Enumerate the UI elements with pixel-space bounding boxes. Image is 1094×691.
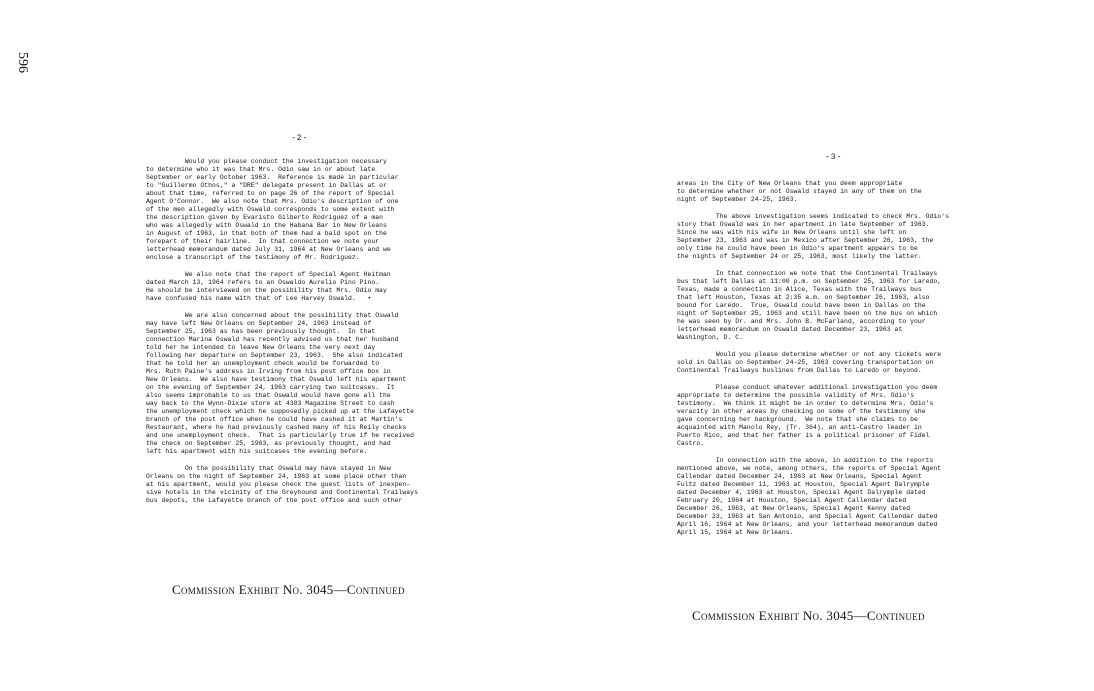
left-page-folio: -2- bbox=[291, 134, 309, 143]
right-paragraph-4: Would you please determine whether or not any tickets were sold in Dallas on September 24-25, 1963 covering transportation on Continental Trailways buslines from Dallas to Laredo or beyond. bbox=[677, 351, 942, 374]
right-paragraph-1: areas in the City of New Orleans that you deem appropriate to determine whether or not Oswald stayed in any of them on the night of September 24-25, 1963. bbox=[677, 180, 922, 203]
left-paragraph-1: Would you please conduct the investigation necessary to determine who it was that Mrs. Odio saw in or about late September or early October 1963. Reference is made in particular to "Guillermo Othos," a "DRE" delegate present in Dallas at or about that time, referred to on page 26 of the report of Special Agent O'Connor. We also note that Mrs. Odio's description of one of the men allegedly with Oswald corresponds to some extent with the description given by Evaristo Gilberto Rodriguez of a man who was allegedly with Oswald in the Habana Bar in New Orleans in August of 1963, in that both of them had a bald spot on the forepart of their hairline. In that connection we note your letterhead memorandum dated July 31, 1964 at New Orleans and we enclose a transcript of the testimony of Mr. Rodriguez. bbox=[146, 158, 399, 261]
right-page-body bbox=[677, 180, 989, 537]
right-paragraph-5: Please conduct whatever additional investigation you deem appropriate to determine the possible validity of Mrs. Odio's testimony. We think it might be in order to determine Mrs. Odio's veracity in other areas by checking on some of the testimony she gave concerning her background. We note that she claims to be acquainted with Manolo Rey, (Tr. 364), an anti-Castro leader in Puerto Rico, and that her father is a political prisoner of Fidel Castro. bbox=[677, 384, 938, 447]
left-paragraph-4: On the possibility that Oswald may have stayed in New Orleans on the night of September 24, 1963 at some place other than at his apartment, would you please check the guest lists of inexpen- sive hotels in the vicinity of the Greyhound and Continental Trailways bus depots, the Lafayette branch of the post office and such other bbox=[146, 465, 418, 504]
right-paragraph-2: The above investigation seems indicated to check Mrs. Odio's story that Oswald was in her apartment in late September of 1963. Since he was with his wife in New Orleans until she left on September 23, 1963 and was in Mexico after September 26, 1963, the only time he could have been in Odio's apartment appears to be the nights of September 24 or 25, 1963, most likely the latter. bbox=[677, 213, 949, 260]
left-exhibit-caption: Commission Exhibit No. 3045—Continued bbox=[172, 582, 405, 597]
left-paragraph-2: We also note that the report of Special Agent Heitman dated March 13, 1964 refers to an Oswaldo Aurelio Pino Pino. He should be interviewed on the possibility that Mrs. Odio may have confused his name with that of Lee Harvey Oswald. • bbox=[146, 271, 391, 302]
right-exhibit-caption: Commission Exhibit No. 3045—Continued bbox=[692, 608, 925, 623]
right-paragraph-3: In that connection we note that the Continental Trailways bus that left Dallas at 11:00 p.m. on September 25, 1963 for Laredo, Texas, made a connection in Alice, Texas with the Trailways bus that left Houston, Texas at 2:35 a.m. on September 26, 1963, also bound for Laredo. True, Oswald could have been in Dallas on the night of September 25, 1963 and still have been on the bus on which he was seen by Dr. and Mrs. John B. McFarland, according to your letterhead memorandum on Oswald dated December 23, 1963 at Washington, D. C. bbox=[677, 270, 942, 341]
left-page-body bbox=[146, 158, 456, 505]
right-paragraph-6: In connection with the above, in addition to the reports mentioned above, we note, among others, the reports of Special Agent Callendar dated December 24, 1963 at New Orleans, Special Agent Fultz dated December 11, 1963 at Houston, Special Agent Dalrymple dated December 4, 1963 at Houston, Special Agent Dalrymple dated February 20, 1964 at Houston, Special Agent Callendar dated December 26, 1963, at New Orleans, Special Agent Kenny dated December 23, 1963 at San Antonio, and Special Agent Callendar dated April 16, 1964 at New Orleans, and your letterhead memorandum dated April 15, 1964 at New Orleans. bbox=[677, 457, 942, 536]
right-page-folio: -3- bbox=[825, 153, 843, 162]
left-paragraph-3: We are also concerned about the possibility that Oswald may have left New Orleans on September 24, 1963 instead of September 25, 1963 as has been previously thought. In that connection Marina Oswald has recently advised us that her husband told her he intended to leave New Orleans the very next day following her departure on September 23, 1963. She also indicated that he told her an unemployment check would be forwarded to Mrs. Ruth Paine's address in Irving from his post office box in New Orleans. We also have testimony that Oswald left his apartment on the evening of September 24, 1963 carrying two suitcases. It also seems improbable to us that Oswald would have gone all the way back to the Wynn-Dixie store at 4303 Magazine Street to cash the unemployment check which he supposedly picked up at the Lafayette branch of the post office when he could have cashed it at Martin's Restaurant, where he had previously cashed many of his Reily checks and one unemployment check. That is particularly true if he received the check on September 25, 1963, as previously thought, and had left his apartment with his suitcases the evening before. bbox=[146, 312, 415, 455]
page-number: 596 bbox=[15, 52, 30, 73]
